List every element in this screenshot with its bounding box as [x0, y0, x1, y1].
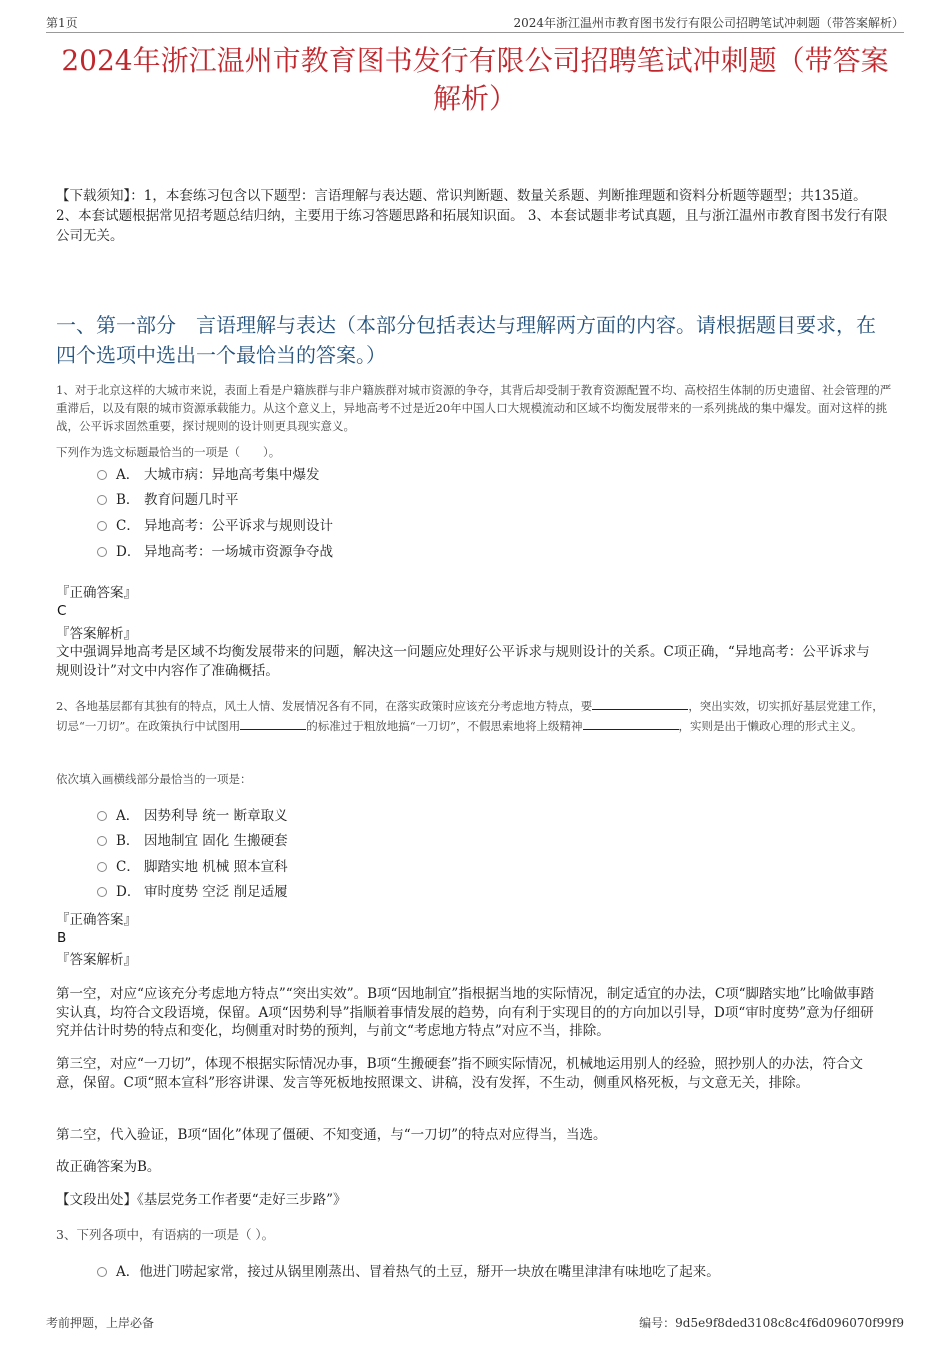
- blank-3: [583, 717, 679, 730]
- radio-icon[interactable]: [97, 862, 107, 872]
- radio-icon[interactable]: [97, 547, 107, 557]
- q1-correct-label: 『正确答案』: [56, 585, 137, 601]
- q2-correct-label: 『正确答案』: [56, 912, 137, 928]
- radio-icon[interactable]: [97, 811, 107, 821]
- footer-serial: 编号：9d5e9f8ded3108c8c4f6d096070f99f9: [639, 1316, 904, 1330]
- radio-icon[interactable]: [97, 887, 107, 897]
- q1-answer: C: [57, 603, 67, 619]
- q1-ask: 下列作为选文标题最恰当的一项是（ ）。: [56, 445, 281, 459]
- radio-icon[interactable]: [97, 470, 107, 480]
- radio-icon[interactable]: [97, 521, 107, 531]
- q2-option-a[interactable]: A． 因势利导 统一 断章取义: [97, 806, 288, 826]
- q1-option-a[interactable]: A． 大城市病：异地高考集中爆发: [97, 465, 320, 485]
- radio-icon[interactable]: [97, 836, 107, 846]
- q2-analysis-para-1: 第一空，对应“应该充分考虑地方特点”“突出实效”。B项“因地制宜”指根据当地的实际情况，制定适宜的办法，C项“脚踏实地”比喻做事踏实认真，均符合文段语境，保留。A项“因势利导”指顺着事情发展的趋势，向有利于实现目的的方向加以引导，D项“审时度势”意为仔细研究并估计时势的特点和变化，均侧重对时势的预判，与前文“考虑地方特点”对应不当，排除。: [56, 986, 874, 1039]
- blank-2: [240, 717, 306, 730]
- page-number: 第1页: [46, 16, 78, 30]
- q2-analysis-para-2: 第三空，对应“一刀切”，体现不根据实际情况办事，B项“生搬硬套”指不顾实际情况，机械地运用别人的经验，照抄别人的办法，符合文意，保留。C项“照本宣科”形容讲课、发言等死板地按照课文、讲稿，没有发挥，不生动，侧重风格死板，与文意无关，排除。: [56, 1056, 864, 1091]
- q3-stem: 3、下列各项中，有语病的一项是（ ）。: [56, 1227, 275, 1242]
- q2-stem: 2、各地基层都有其独有的特点，风土人情、发展情况各有不同，在落实政策时应该充分考虑地方特点，要 ，突出实效，切实抓好基层党建工作，切忌“一刀切”。在政策执行中试图用 的标准过于粗放地搞“一刀切”，不假思索地将上级精神 ，实则是出于懒政心理的形式主义。: [56, 699, 884, 733]
- q2-analysis-label: 『答案解析』: [56, 952, 137, 968]
- q2-source: 【文段出处】《基层党务工作者要“走好三步路”》: [56, 1192, 347, 1208]
- q1-option-d[interactable]: D． 异地高考：一场城市资源争夺战: [97, 542, 333, 562]
- q1-analysis-label: 『答案解析』: [56, 626, 137, 642]
- radio-icon[interactable]: [97, 495, 107, 505]
- section-title: 一、第一部分 言语理解与表达（本部分包括表达与理解两方面的内容。请根据题目要求，在四个选项中选出一个最恰当的答案。）: [56, 313, 876, 367]
- document-title: 2024年浙江温州市教育图书发行有限公司招聘笔试冲刺题（带答案解析）: [61, 44, 889, 115]
- q2-ask: 依次填入画横线部分最恰当的一项是：: [56, 772, 252, 786]
- q2-analysis-para-3: 第二空，代入验证，B项“固化”体现了僵硬、不知变通，与“一刀切”的特点对应得当，当选。: [56, 1127, 607, 1143]
- radio-icon[interactable]: [97, 1267, 107, 1277]
- q1-option-c[interactable]: C． 异地高考：公平诉求与规则设计: [97, 516, 333, 536]
- blank-1: [592, 697, 688, 710]
- q1-analysis: 文中强调异地高考是区域不均衡发展带来的问题，解决这一问题应处理好公平诉求与规则设计的关系。C项正确，“异地高考：公平诉求与规则设计”对文中内容作了准确概括。: [56, 644, 870, 679]
- q1-stem: 1、对于北京这样的大城市来说，表面上看是户籍族群与非户籍族群对城市资源的争夺，其背后却受制于教育资源配置不均、高校招生体制的历史遗留、社会管理的严重滞后，以及有限的城市资源承载能力。从这个意义上，异地高考不过是近20年中国人口大规模流动和区域不均衡发展带来的一系列挑战的集中爆发。面对这样的挑战，公平诉求固然重要，探讨规则的设计则更具现实意义。: [56, 383, 892, 433]
- q2-option-d[interactable]: D． 审时度势 空泛 削足适履: [97, 882, 288, 902]
- q1-option-b[interactable]: B． 教育问题几时平: [97, 490, 239, 510]
- q2-answer: B: [57, 930, 67, 946]
- footer-slogan: 考前押题，上岸必备: [46, 1316, 155, 1330]
- q2-option-b[interactable]: B． 因地制宜 固化 生搬硬套: [97, 831, 288, 851]
- q3-option-a[interactable]: A．他进门唠起家常，接过从锅里刚蒸出、冒着热气的土豆，掰开一块放在嘴里津津有味地吃了起来。: [97, 1262, 720, 1282]
- q2-analysis-para-4: 故正确答案为B。: [56, 1159, 161, 1175]
- q2-option-c[interactable]: C． 脚踏实地 机械 照本宣科: [97, 857, 288, 877]
- download-notice: 【下载须知】：1，本套练习包含以下题型：言语理解与表达题、常识判断题、数量关系题、判断推理题和资料分析题等题型；共135道。 2、本套试题根据常见招考题总结归纳，主要用于练习答题思路和拓展知识面。 3、本套试题非考试真题，且与浙江温州市教育图书发行有限公司无关。: [56, 188, 888, 244]
- header-doc-title: 2024年浙江温州市教育图书发行有限公司招聘笔试冲刺题（带答案解析）: [513, 16, 904, 30]
- page-header: [46, 14, 904, 33]
